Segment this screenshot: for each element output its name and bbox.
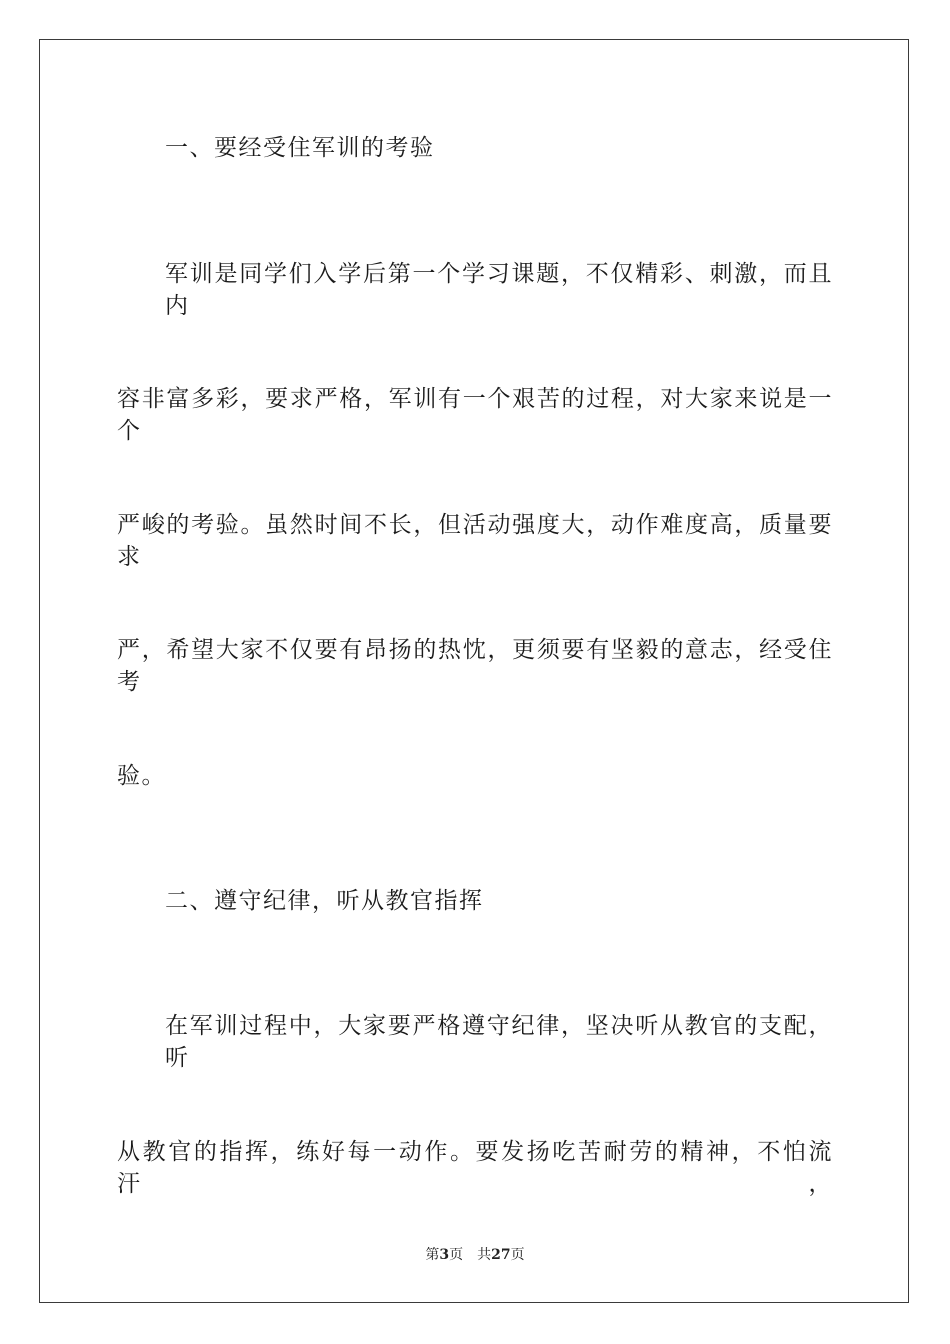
paragraph-line: 验。	[117, 763, 166, 789]
paragraph-line: 从教官的指挥，练好每一动作。要发扬吃苦耐劳的精神，不怕流汗，	[117, 1139, 833, 1197]
paragraph-line: 容非富多彩，要求严格，军训有一个艰苦的过程，对大家来说是一个	[117, 386, 833, 444]
total-pages: 27	[491, 1247, 511, 1263]
total-suffix: 页	[510, 1247, 525, 1263]
page-number: 3	[439, 1247, 450, 1263]
paragraph-line: 在军训过程中，大家要严格遵守纪律，坚决听从教官的支配，听	[165, 1013, 833, 1071]
page-suffix: 页	[449, 1247, 464, 1263]
paragraph-line: 严峻的考验。虽然时间不长，但活动强度大，动作难度高，质量要求	[117, 512, 833, 570]
paragraph-line: 军训是同学们入学后第一个学习课题，不仅精彩、刺激，而且内	[165, 261, 833, 319]
section-heading-1: 一、要经受住军训的考验	[165, 135, 435, 161]
paragraph-line: 严，希望大家不仅要有昂扬的热忱，更须要有坚毅的意志，经受住考	[117, 637, 833, 695]
total-prefix: 共	[477, 1247, 492, 1263]
page-prefix: 第	[425, 1247, 440, 1263]
page-footer	[0, 1245, 950, 1265]
section-heading-2: 二、遵守纪律，听从教官指挥	[165, 888, 484, 914]
